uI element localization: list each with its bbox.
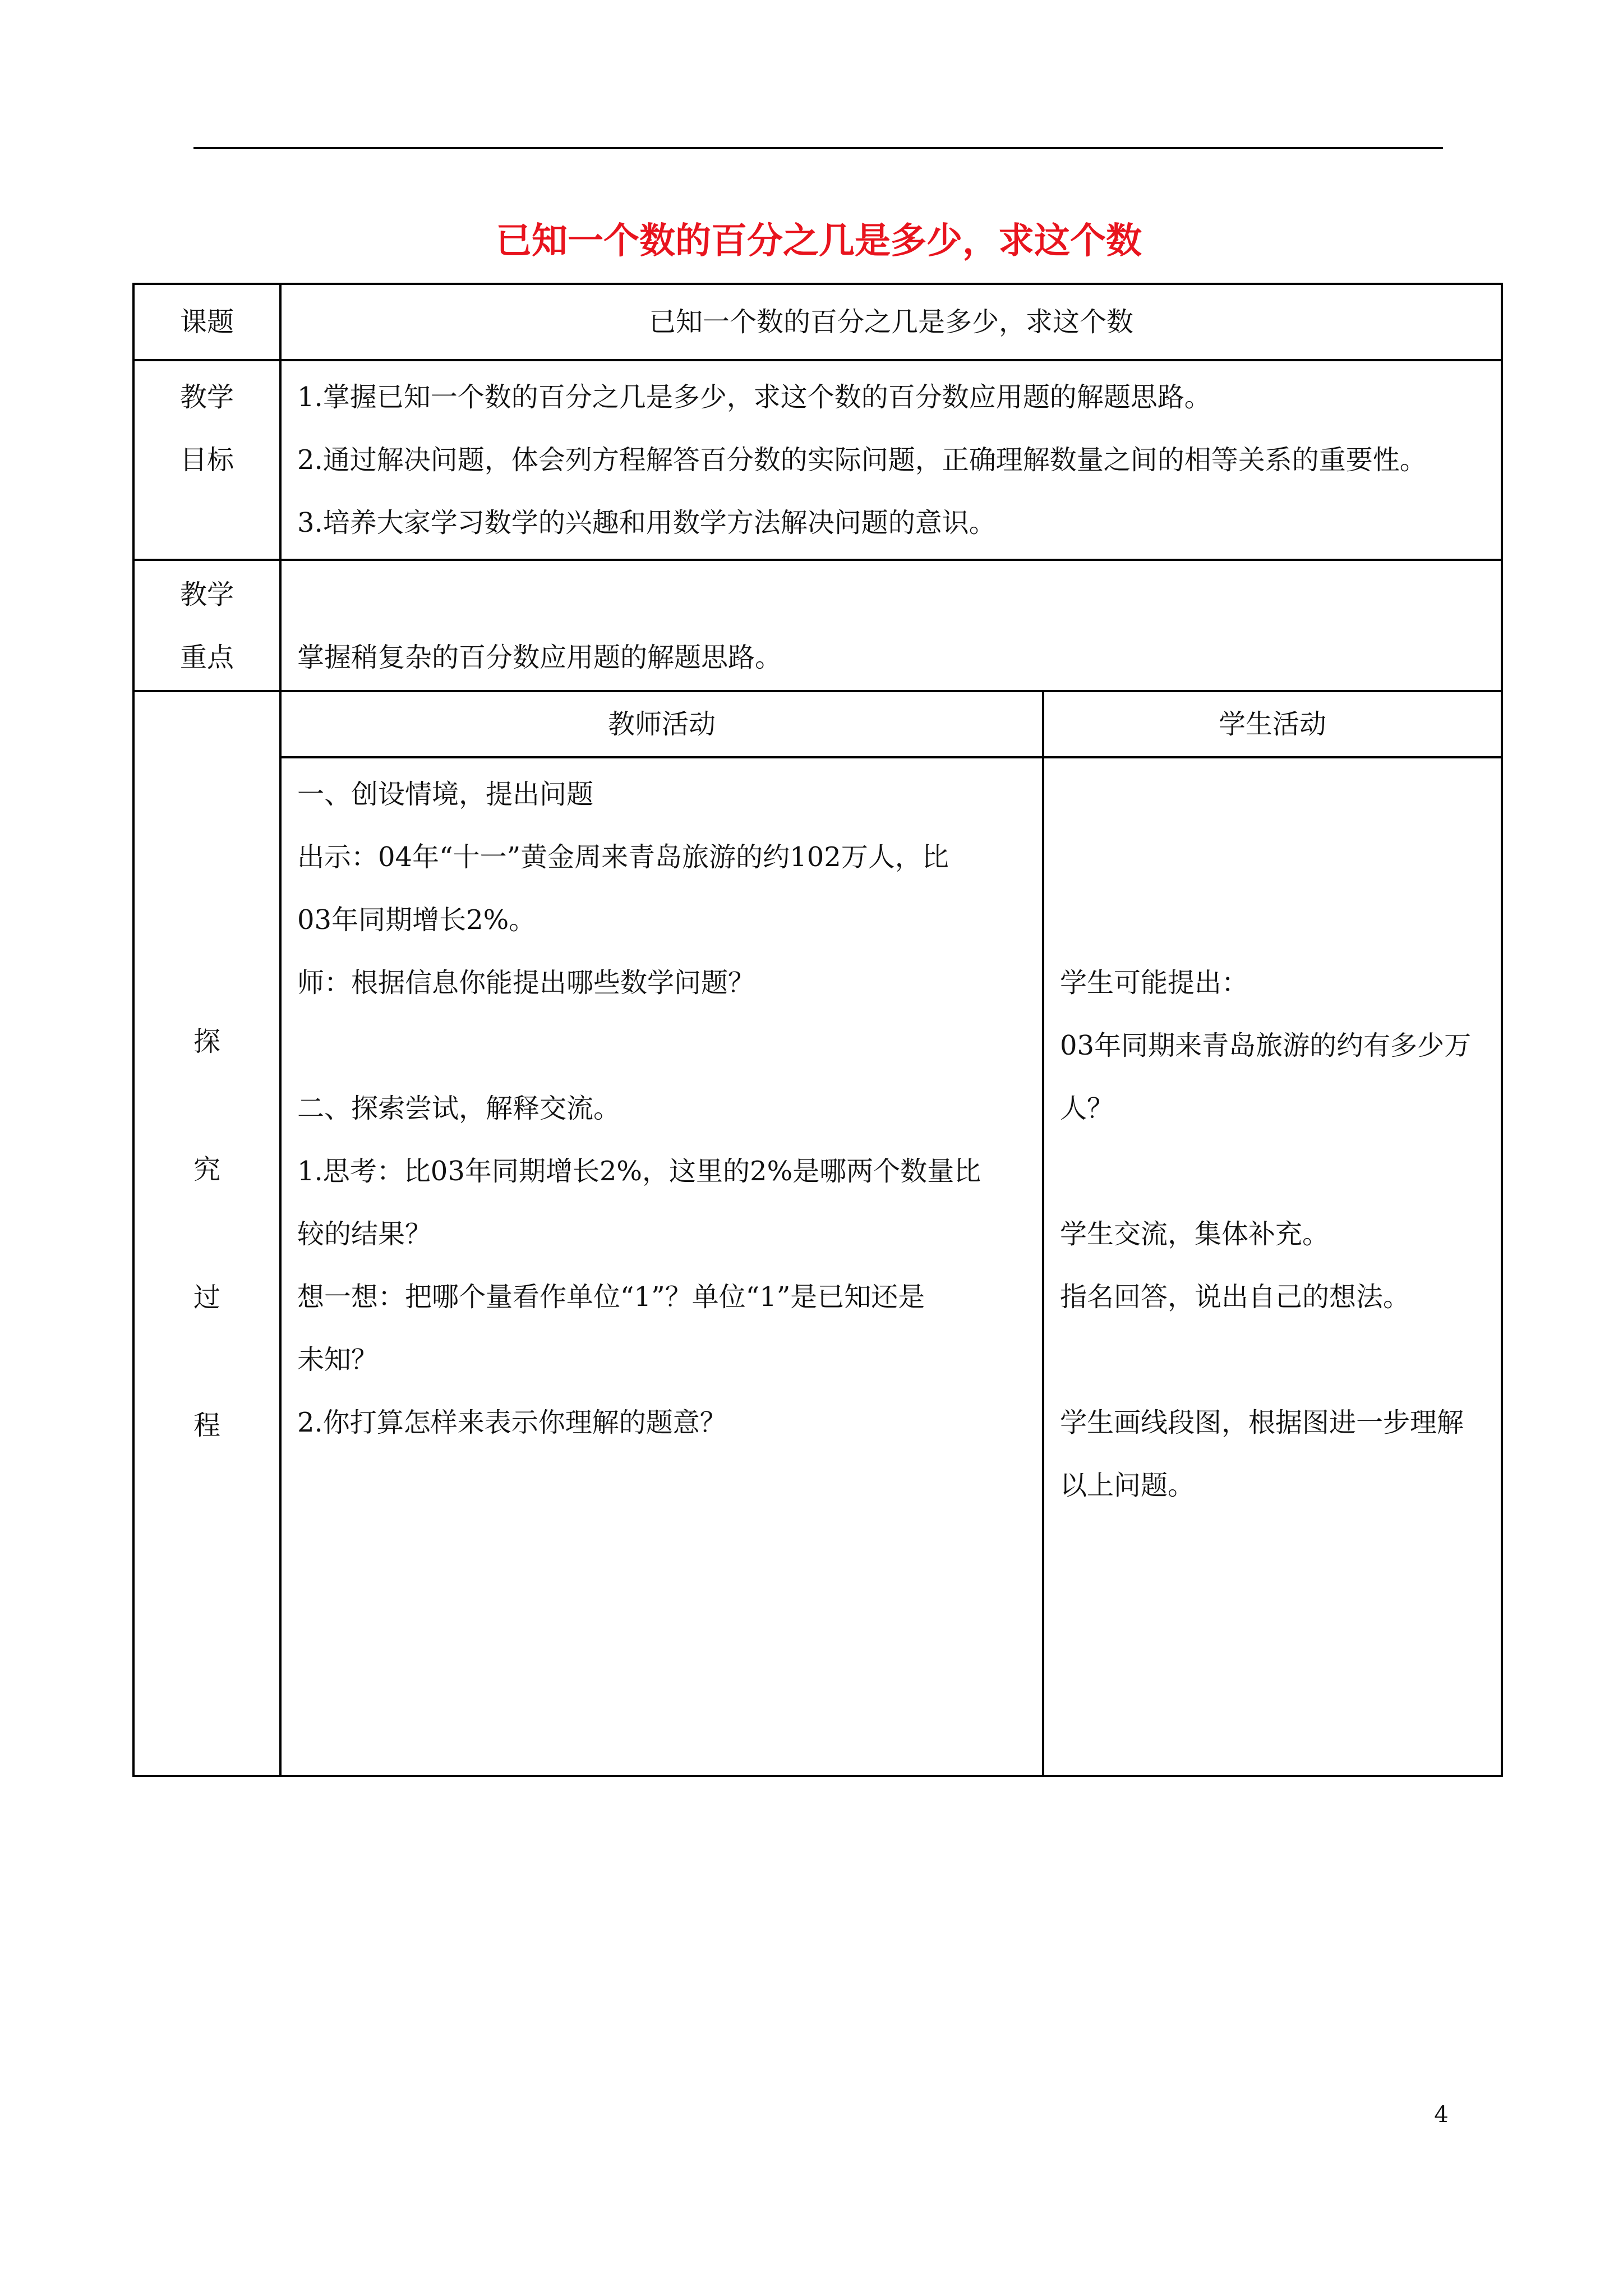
teacher-line: 1.思考：比03年同期增长2%，这里的2%是哪两个数量比 (297, 1156, 981, 1187)
teacher-activity-header: 教师活动 (280, 691, 1043, 757)
student-activity-content (1043, 757, 1502, 1776)
process-label-char: 探 (193, 1026, 220, 1057)
process-label-char: 究 (193, 1154, 220, 1185)
objectives-label (133, 360, 280, 560)
key-points-label-line: 教学 (179, 579, 234, 610)
lesson-plan-table (132, 283, 1503, 1777)
teacher-line: 想一想：把哪个量看作单位“1”？单位“1”是已知还是 (297, 1281, 925, 1313)
activity-header-row (133, 691, 1502, 757)
teacher-line: 03年同期增长2%。 (297, 904, 536, 936)
process-label (133, 691, 280, 1776)
teacher-line: 出示：04年“十一”黄金周来青岛旅游的约102万人，比 (297, 841, 949, 873)
student-line: 以上问题。 (1060, 1470, 1195, 1501)
key-points-row (133, 560, 1502, 691)
objectives-row (133, 360, 1502, 560)
key-points-label-line: 重点 (179, 642, 234, 673)
teacher-activity-content (280, 757, 1043, 1776)
student-line (1060, 889, 1490, 951)
student-line: 学生可能提出： (1060, 967, 1249, 999)
process-label-char: 程 (193, 1410, 220, 1441)
student-line: 人？ (1060, 1093, 1114, 1124)
teacher-line: 一、创设情境，提出问题 (297, 779, 594, 810)
subject-row (133, 284, 1502, 360)
objective-item: 2.通过解决问题，体会列方程解答百分数的实际问题，正确理解数量之间的相等关系的重要性。 (297, 444, 1427, 476)
objectives-label-line: 教学 (179, 381, 234, 413)
header-rule (193, 147, 1443, 149)
teacher-line (297, 1014, 1031, 1077)
subject-label: 课题 (133, 284, 280, 360)
teacher-line: 2.你打算怎样来表示你理解的题意？ (297, 1407, 727, 1438)
process-label-char: 过 (193, 1282, 220, 1313)
teacher-line: 较的结果？ (297, 1218, 432, 1250)
document-title: 已知一个数的百分之几是多少，求这个数 (496, 220, 1142, 262)
student-line (1060, 1140, 1490, 1203)
student-line (1060, 763, 1490, 826)
objective-item: 3.培养大家学习数学的兴趣和用数学方法解决问题的意识。 (297, 507, 996, 539)
activity-content-row (133, 757, 1502, 1776)
objectives-content (280, 360, 1502, 560)
teacher-line: 未知？ (297, 1344, 379, 1375)
key-points-label (133, 560, 280, 691)
teacher-line: 二、探索尝试，解释交流。 (297, 1093, 621, 1124)
subject-value: 已知一个数的百分之几是多少，求这个数 (280, 284, 1502, 360)
student-line: 指名回答，说出自己的想法。 (1060, 1281, 1410, 1313)
page-number: 4 (1434, 2102, 1449, 2128)
student-line: 学生交流，集体补充。 (1060, 1218, 1330, 1250)
key-points-value: 掌握稍复杂的百分数应用题的解题思路。 (297, 642, 782, 673)
objective-item: 1.掌握已知一个数的百分之几是多少，求这个数的百分数应用题的解题思路。 (297, 381, 1211, 413)
key-points-content (280, 560, 1502, 691)
teacher-line: 师：根据信息你能提出哪些数学问题？ (297, 967, 755, 999)
student-activity-header: 学生活动 (1043, 691, 1502, 757)
student-line (1060, 826, 1490, 889)
student-line: 03年同期来青岛旅游的约有多少万 (1060, 1030, 1472, 1061)
student-line: 学生画线段图，根据图进一步理解 (1060, 1407, 1464, 1438)
student-line (1060, 1328, 1490, 1391)
objectives-label-line: 目标 (179, 444, 234, 476)
